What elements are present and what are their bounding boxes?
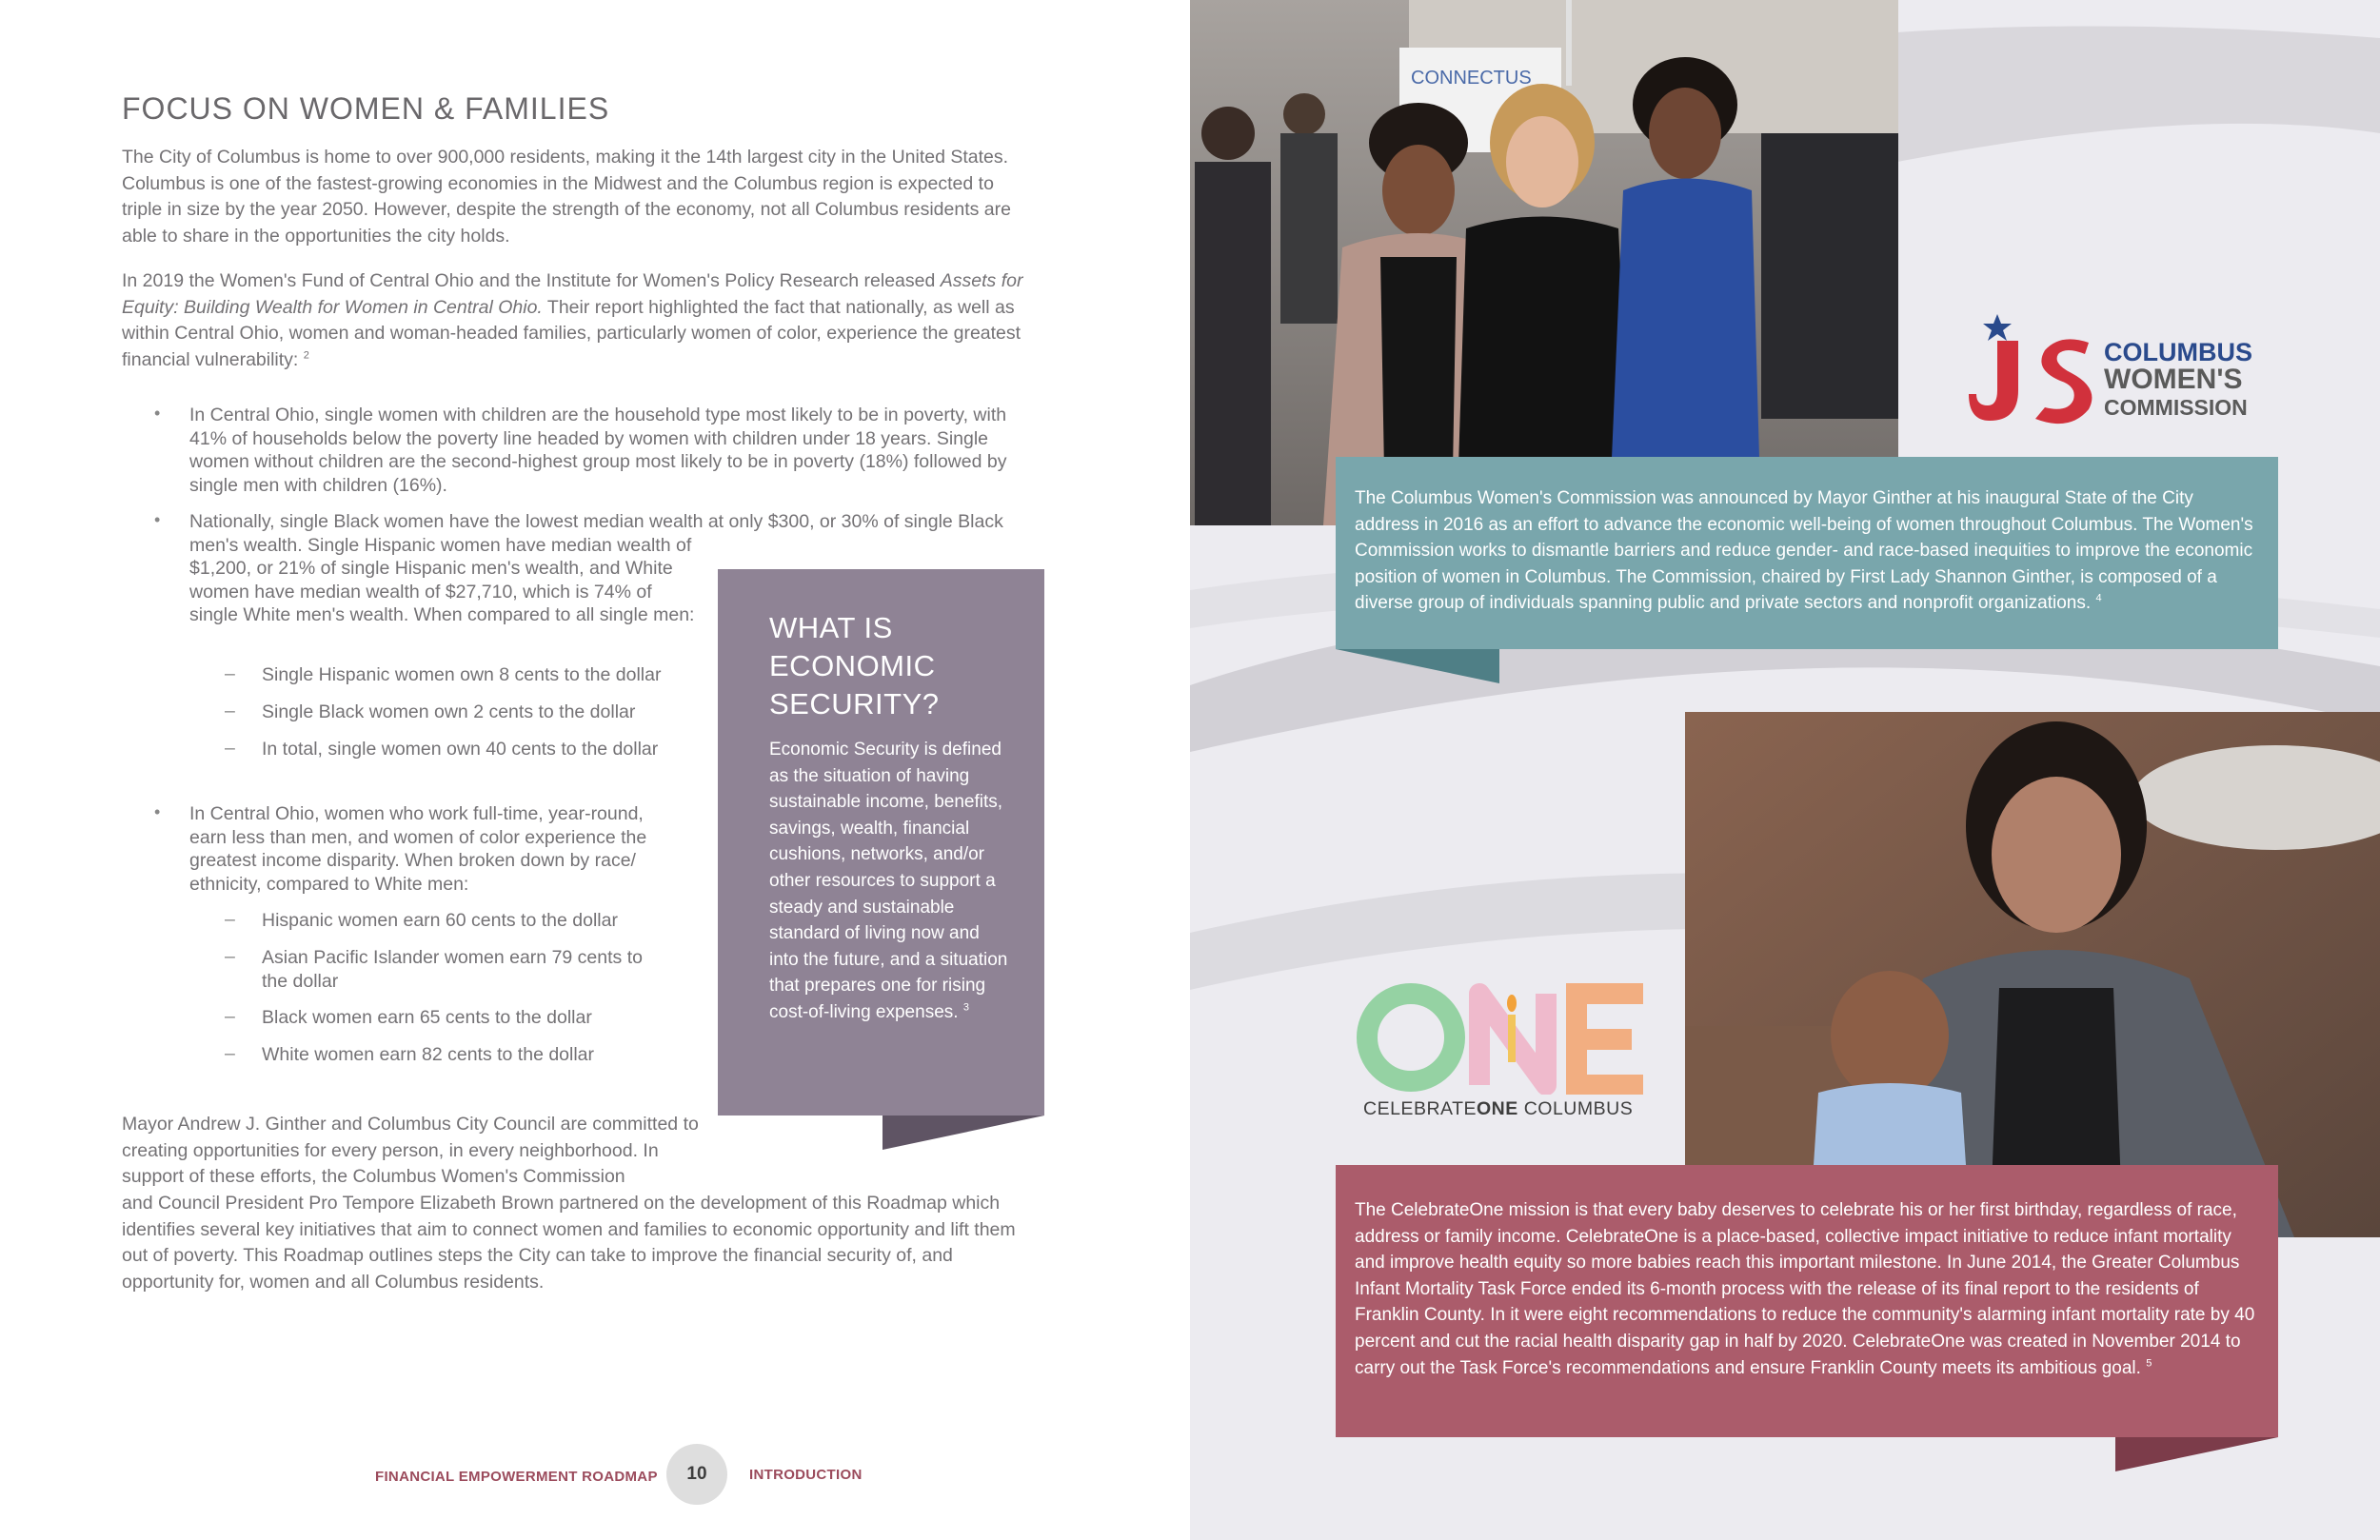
- dash: –: [225, 1006, 235, 1027]
- sidebar-text: Economic Security is defined as the situation of having sustainable income, benefits, savings, wealth, financial cushions, networks, and/or other resources to support a steady and sustainable standard of living now and into the future, and a situation that prepares one for rising cost-of-living expenses.: [769, 740, 1008, 1022]
- caption-one: ONE: [1477, 1098, 1518, 1119]
- cwc-line-womens: WOMEN'S: [2104, 364, 2243, 395]
- teal-body: The Columbus Women's Commission was announced by Mayor Ginther at his inaugural State of the City address in 2016 as an effort to advance the economic well-being of women throughout Columbus. The Women's Commission works to dismantle barriers and reduce gender- and race-based inequities to improve the economic position of women in Columbus. The Commission, chaired by First Lady Shannon Ginther, is composed of a diverse group of individuals spanning public and private sectors and nonprofit organizations.: [1355, 488, 2253, 613]
- cwc-line-commission: COMMISSION: [2104, 395, 2248, 420]
- page-heading: FOCUS ON WOMEN & FAMILIES: [122, 91, 610, 126]
- rose-ribbon-fold: [2115, 1437, 2278, 1471]
- earn-item: Asian Pacific Islander women earn 79 cents to the dollar: [262, 947, 643, 992]
- bullet-median-wealth-line1: Nationally, single Black women have the lowest median wealth at only $300, or 30% of single Black: [189, 511, 1003, 532]
- report-paragraph: [122, 268, 1026, 373]
- mother-and-baby-photo: [1685, 712, 2380, 1237]
- dash: –: [225, 701, 235, 721]
- bullet-dot: •: [154, 802, 161, 821]
- teal-ribbon-fold: [1336, 649, 1499, 683]
- report-title: Assets for Equity: Building Wealth for Women in Central Ohio.: [122, 270, 1023, 318]
- candle-flame-icon: [1507, 995, 1517, 1012]
- commission-event-photo: [1190, 0, 1898, 525]
- celebrate-one-caption: [1363, 1098, 1633, 1120]
- caption-columbus: COLUMBUS: [1517, 1098, 1634, 1119]
- bullet-dot: •: [154, 404, 161, 423]
- footnote-ref: 3: [962, 1001, 969, 1014]
- photo-women-at-event: [1190, 0, 1898, 525]
- cwc-wordmark: [2104, 339, 2252, 421]
- caption-celebrate: CELEBRATE: [1363, 1098, 1478, 1119]
- celebrate-one-callout: [1336, 1165, 2278, 1437]
- earn-item: Black women earn 65 cents to the dollar: [262, 1007, 592, 1028]
- footnote-ref: 5: [2146, 1357, 2152, 1370]
- dash: –: [225, 1043, 235, 1064]
- footer-section-title: INTRODUCTION: [749, 1467, 863, 1483]
- closing-paragraph-a: Mayor Andrew J. Ginther and Columbus City Council are committed to creating opportunities for every person, in every neighborhood. In support of these efforts, the Columbus Women's Commission: [122, 1114, 699, 1187]
- footer-document-title: FINANCIAL EMPOWERMENT ROADMAP: [375, 1469, 658, 1485]
- report-text-b: Their report highlighted the fact that nationally, as well as within Central Ohio, women and woman-headed families, particularly women of color, experience the greatest financial vulnerability:: [122, 296, 1021, 370]
- economic-security-sidebar: [718, 569, 1044, 1116]
- page-number-badge: 10: [666, 1444, 727, 1505]
- intro-paragraph: The City of Columbus is home to over 900,000 residents, making it the 14th largest city in the United States. Columbus is one of the fastest-growing economies in the Midwest and the Columbus region is expected to triple in size by the year 2050. However, despite the strength of the economy, not all Columbus residents are able to share in the opportunities the city holds.: [122, 147, 1011, 247]
- bullet-income-disparity: In Central Ohio, women who work full-time, year-round, earn less than men, and women of color experience the greatest income disparity. When broken down by race/ ethnicity, compared to White men:: [189, 803, 647, 895]
- earn-item: White women earn 82 cents to the dollar: [262, 1044, 595, 1065]
- dash: –: [225, 663, 235, 684]
- dash: –: [225, 909, 235, 930]
- sidebar-ribbon-fold: [883, 1116, 1044, 1150]
- celebrate-one-logo: [1356, 980, 1660, 1095]
- connectus-banner: CONNECTUS: [1411, 68, 1532, 89]
- dash: –: [225, 946, 235, 967]
- wealth-item: In total, single women own 40 cents to the dollar: [262, 739, 659, 760]
- star-icon: [1983, 314, 2012, 341]
- bullet-household-poverty: In Central Ohio, single women with children are the household type most likely to be in poverty, with 41% of households below the poverty line headed by women with children under 18 years. Single women without children are the second-highest group most likely to be in poverty (18%) followed by single men with children (16%).: [189, 405, 1007, 496]
- footnote-ref: 2: [303, 349, 309, 361]
- womens-commission-callout: [1336, 457, 2278, 649]
- womens-commission-text: [1355, 485, 2259, 617]
- sidebar-title: WHAT IS ECONOMIC SECURITY?: [769, 611, 940, 721]
- bullet-median-wealth-rest: men's wealth. Single Hispanic women have median wealth of $1,200, or 21% of single Hispanic men's wealth, and White women have median wealth of $27,710, which is 74% of single White men's wealth. When compared to all single men:: [189, 534, 695, 625]
- rose-body: The CelebrateOne mission is that every baby deserves to celebrate his or her first birthday, regardless of race, address or family income. CelebrateOne is a place-based, collective impact initiative to reduce infant mortality and improve health equity so more babies reach this important milestone. In June 2014, the Greater Columbus Infant Mortality Task Force ended its 6-month process with the release of its final report to the residents of Franklin County. In it were eight recommendations to reduce the community's alarming infant mortality rate by 40 percent and cut the racial health disparity gap in half by 2020. CelebrateOne was created in November 2014 to carry out the Task Force's recommendations and ensure Franklin County meets its ambitious goal.: [1355, 1200, 2255, 1378]
- one-logo-text: ONE: [1356, 980, 1359, 981]
- cwc-line-columbus: COLUMBUS: [2104, 338, 2252, 366]
- footnote-ref: 4: [2095, 592, 2102, 604]
- dash: –: [225, 738, 235, 759]
- sidebar-body: [769, 737, 1012, 1026]
- wealth-item: Single Hispanic women own 8 cents to the dollar: [262, 664, 662, 685]
- photo-mother-baby: [1685, 712, 2380, 1237]
- wealth-item: Single Black women own 2 cents to the dollar: [262, 701, 636, 722]
- report-text-a: In 2019 the Women's Fund of Central Ohio and the Institute for Women's Policy Research released: [122, 270, 941, 291]
- earn-item: Hispanic women earn 60 cents to the dollar: [262, 910, 618, 931]
- celebrate-one-text: [1355, 1197, 2259, 1381]
- closing-paragraph-b: and Council President Pro Tempore Elizabeth Brown partnered on the development of this Roadmap which identifies several key initiatives that aim to connect women and families to economic opportunity and lift them out of poverty. This Roadmap outlines steps the City can take to improve the financial security of, and opportunity for, women and all Columbus residents.: [122, 1193, 1016, 1293]
- bullet-dot: •: [154, 510, 161, 529]
